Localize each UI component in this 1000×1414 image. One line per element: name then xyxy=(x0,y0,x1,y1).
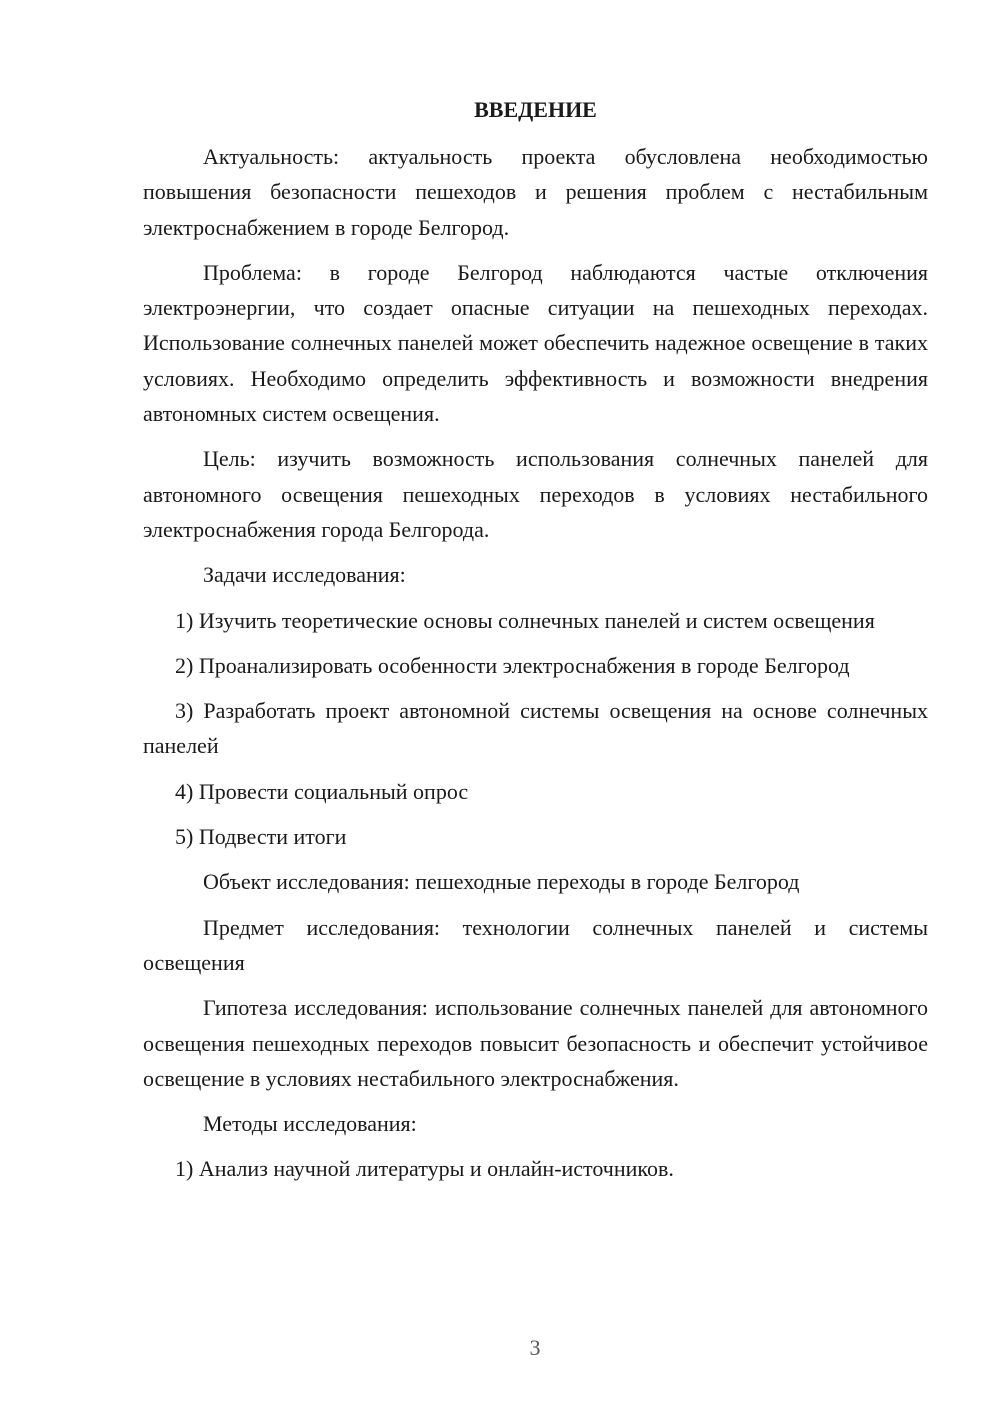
task-item-5: 5) Подвести итоги xyxy=(175,824,347,850)
page-number: 3 xyxy=(529,1335,541,1360)
task-item-3: 3) Разработать проект автономной системы освещения на основе солнечных панелей xyxy=(143,698,928,759)
problem-paragraph: Проблема: в городе Белгород наблюдаются частые отключения электроэнергии, что создает опасные ситуации на пешеходных переходах. Использование солнечных панелей может обеспечить надежное освещение в таких условиях. Необходимо определить эффективность и возможности внедрения автономных систем освещения. xyxy=(143,259,928,427)
document-page xyxy=(143,92,928,1187)
relevance-paragraph: Актуальность: актуальность проекта обусловлена необходимостью повышения безопасности пешеходов и решения проблем с нестабильным электроснабжением в городе Белгород. xyxy=(143,144,928,240)
task-item-2: 2) Проанализировать особенности электроснабжения в городе Белгород xyxy=(175,652,850,678)
task-item-1: 1) Изучить теоретические основы солнечных панелей и систем освещения xyxy=(175,607,875,633)
object-paragraph: Объект исследования: пешеходные переходы в городе Белгород xyxy=(203,869,800,895)
subject-paragraph: Предмет исследования: технологии солнечных панелей и системы освещения xyxy=(143,914,928,975)
task-item-4: 4) Провести социальный опрос xyxy=(175,778,469,804)
tasks-heading: Задачи исследования: xyxy=(203,562,406,588)
goal-paragraph: Цель: изучить возможность использования солнечных панелей для автономного освещения пешеходных переходов в условиях нестабильного электроснабжения города Белгорода. xyxy=(143,446,928,542)
method-item-1: 1) Анализ научной литературы и онлайн-источников. xyxy=(175,1156,674,1182)
hypothesis-paragraph: Гипотеза исследования: использование солнечных панелей для автономного освещения пешеходных переходов повысит безопасность и обеспечит устойчивое освещение в условиях нестабильного электроснабжения. xyxy=(143,995,928,1091)
section-title: ВВЕДЕНИЕ xyxy=(474,97,597,122)
methods-heading: Методы исследования: xyxy=(203,1111,417,1137)
